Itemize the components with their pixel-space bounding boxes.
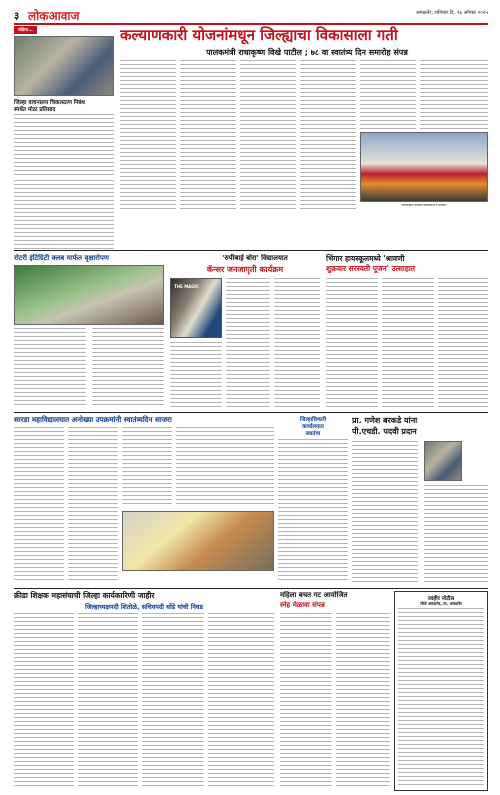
paper-name: लोकआवाज	[28, 9, 80, 23]
tree-story	[14, 254, 164, 410]
main-story	[120, 26, 488, 216]
sports-subheadline: जिल्हाध्यक्षपदी शितोळे, सचिवपदी धोंडे यांची निवड	[85, 603, 203, 611]
sarada-body-col-2	[68, 427, 118, 583]
women-headline-1: महिला बचत गट आयोजित	[280, 591, 348, 599]
cancer-body-col-1	[226, 278, 270, 408]
sarada-body-col-4	[176, 427, 274, 507]
sarada-photo	[122, 511, 274, 571]
phd-headline-2: पी.एचडी. पदवी प्रदान	[352, 427, 417, 436]
notice-subtitle: मौजे अमळनेर, ता. अमळनेर	[420, 601, 462, 606]
tree-body-col-1	[14, 328, 86, 408]
page-number: ३	[14, 11, 20, 22]
notice-box	[394, 591, 488, 791]
brief-section	[14, 26, 114, 178]
main-body-col-2	[180, 60, 236, 212]
tree-headline: रोटरी इंटिग्रिटी क्लब मार्फत वृक्षारोपण	[14, 254, 109, 262]
main-body-col-3	[240, 60, 296, 212]
sports-body-col-2	[78, 613, 138, 789]
main-body-col-5	[360, 60, 416, 130]
main-subheadline: पालकमंत्री राधाकृष्ण विखे पाटील ; ७८ वा स्वातंत्र्य दिन समारोह संपन्न	[206, 48, 408, 57]
bhingar-body-col-3	[438, 278, 488, 408]
phd-body-col-1	[352, 441, 418, 583]
cancer-headline-2: कॅन्सर जनजागृती कार्यक्रम	[206, 265, 284, 274]
sarada-story	[14, 415, 274, 585]
sports-story	[14, 591, 274, 791]
bhingar-headline-2: शुक्रवार सरस्वती पूजन' उत्साहात	[326, 264, 416, 273]
library-body	[278, 439, 348, 583]
divider-1	[14, 250, 488, 251]
women-body-col-2	[336, 613, 390, 789]
library-headline-1: जिल्हाधिकारी	[299, 417, 327, 423]
tree-photo	[14, 265, 164, 325]
main-headline: कल्याणकारी योजनांमधून जिल्ह्याचा विकासाला गती	[120, 26, 398, 44]
sports-body-col-4	[208, 613, 274, 789]
main-body-col-6	[420, 60, 488, 130]
sarada-headline: सारडा महाविद्यालयात अनोख्या उपक्रमांनी स्वातंत्र्यदिन साजरा	[14, 415, 172, 424]
masthead	[14, 6, 488, 28]
notice-body	[398, 608, 484, 788]
library-headline-2: कार्यालयात	[302, 424, 324, 430]
sarada-body-col-3	[122, 427, 172, 507]
bhingar-story	[326, 254, 488, 410]
sports-body-col-3	[142, 613, 204, 789]
sports-headline: क्रीडा शिक्षक महासंघाची जिल्हा कार्यकारिणी जाहीर	[14, 591, 155, 600]
cancer-body-col-2	[274, 278, 320, 408]
main-photo	[360, 132, 488, 202]
phd-body-col-2	[424, 485, 488, 583]
women-headline-2: स्नेह मेळावा संपन्न	[280, 601, 325, 609]
notice-title: जाहीर नोटीस	[427, 596, 455, 602]
bhingar-body-col-2	[382, 278, 434, 408]
masthead-rule	[14, 23, 488, 25]
cancer-headline-1: 'रुपीबाई बोरा' विद्यालयात	[222, 254, 288, 262]
cancer-story	[170, 254, 320, 410]
phd-story	[352, 415, 488, 585]
phd-headline-1: प्रा. गणेश बरकडे यांना	[352, 416, 418, 425]
sarada-body-col-1	[14, 427, 64, 583]
brief-headline-1: जिल्हा वाचनालय चिकलठाण निबंध	[14, 100, 85, 106]
women-story	[280, 591, 390, 791]
divider-3	[14, 588, 488, 589]
cancer-body-col-0	[170, 342, 222, 408]
main-photo-caption: ध्वजारोहण करताना पालकमंत्री व मान्यवर	[401, 204, 447, 207]
brief-photo	[14, 36, 114, 96]
sports-body-col-1	[14, 613, 74, 789]
cancer-photo	[170, 278, 222, 338]
main-body-col-1	[120, 60, 176, 212]
brief-body-lower	[14, 180, 114, 250]
brief-body-text	[14, 114, 114, 176]
tree-body-col-2	[92, 328, 164, 408]
library-headline-3: स्वातंत्र्य	[305, 431, 321, 437]
date-line: अमळनेर, शनिवार दि. १६ ऑगस्ट २०२५	[415, 10, 488, 16]
bhingar-headline-1: भिंगार हायस्कूलमध्ये 'श्रावणी	[326, 254, 405, 263]
section-tag: संक्षिप्त...	[14, 26, 37, 34]
brief-headline-2: स्पर्धेत मोठा प्रतिसाद	[14, 107, 56, 113]
phd-portrait	[424, 441, 462, 481]
divider-2	[14, 412, 488, 413]
library-story	[278, 415, 348, 585]
women-body-col-1	[280, 613, 332, 789]
main-body-col-4	[300, 60, 356, 212]
cancer-banner-text: THE MAGIC	[174, 284, 199, 289]
bhingar-body-col-1	[326, 278, 378, 408]
